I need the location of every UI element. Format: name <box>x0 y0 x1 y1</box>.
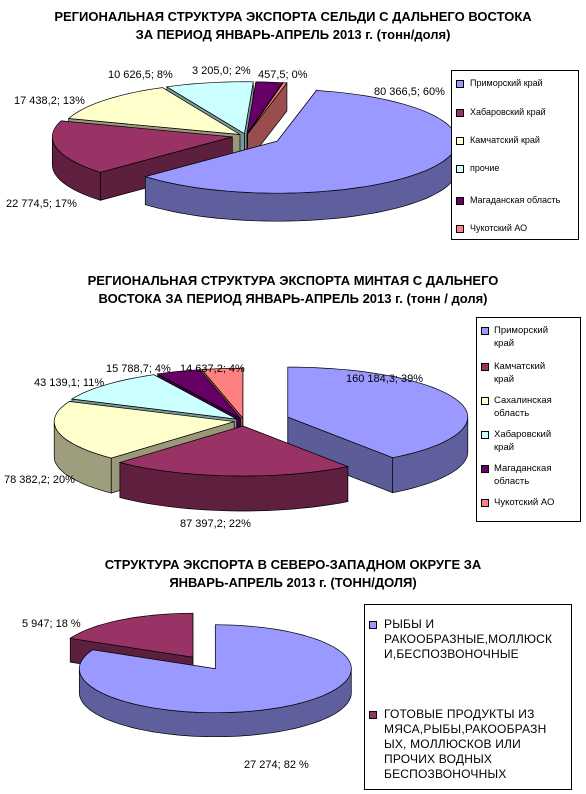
data-label: 80 366,5; 60% <box>374 86 445 98</box>
legend-label-line: область <box>494 408 530 419</box>
legend-label-line: край <box>494 374 515 385</box>
legend-label-line: Сахалинская <box>494 395 552 406</box>
legend-label-line: Магаданская <box>494 463 552 474</box>
data-label: 15 788,7; 4% <box>106 363 171 375</box>
legend-label-line: ГОТОВЫЕ ПРОДУКТЫ ИЗ <box>384 707 535 721</box>
data-label: 78 382,2; 20% <box>4 474 75 486</box>
legend-label-line: край <box>494 442 515 453</box>
data-label: 5 947; 18 % <box>22 618 81 630</box>
chart3-legend-item <box>369 617 565 662</box>
data-label: 160 184,3; 39% <box>346 373 424 385</box>
data-label: 14 637,2; 4% <box>180 363 245 375</box>
chart3-title-line2: ЯНВАРЬ-АПРЕЛЬ 2013 г. (ТОНН/ДОЛЯ) <box>169 575 417 590</box>
legend-label: Магаданская область <box>470 195 561 205</box>
chart3-title-line1: СТРУКТУРА ЭКСПОРТА В СЕВЕРО-ЗАПАДНОМ ОКРУГЕ ЗА <box>104 557 482 572</box>
legend-label <box>384 707 546 782</box>
legend-label-line: Хабаровский <box>494 429 552 440</box>
data-label: 17 438,2; 13% <box>14 95 85 107</box>
legend-label-line: ЫХ, МОЛЛЮСКОВ ИЛИ <box>384 737 521 751</box>
legend-label: Камчатский край <box>470 135 540 145</box>
data-label: 10 626,5; 8% <box>108 69 173 81</box>
chart1-title-line2: ЗА ПЕРИОД ЯНВАРЬ-АПРЕЛЬ 2013 г. (тонн/доля) <box>135 27 451 42</box>
chart3-legend <box>364 604 572 790</box>
data-label: 457,5; 0% <box>258 69 308 81</box>
legend-label-line: ПРОЧИХ ВОДНЫХ <box>384 752 493 766</box>
legend-label-line: РЫБЫ И <box>384 617 435 631</box>
legend-label-line: МЯСА,РЫБЫ,РАКООБРАЗН <box>384 722 547 736</box>
chart1-title-line1: РЕГИОНАЛЬНАЯ СТРУКТУРА ЭКСПОРТА СЕЛЬДИ С ДАЛЬНЕГО ВОСТОКА <box>54 9 532 24</box>
legend-swatch <box>369 621 377 629</box>
chart3-legend-item <box>369 707 565 782</box>
legend-label-line: Приморский <box>494 325 549 336</box>
legend-label-line: И,БЕСПОЗВОНОЧНЫЕ <box>384 647 519 661</box>
data-label: 22 774,5; 17% <box>6 198 77 210</box>
legend-label-line: РАКООБРАЗНЫЕ,МОЛЛЮСК <box>384 632 553 646</box>
legend-label: Приморский край <box>470 78 543 88</box>
data-label: 27 274; 82 % <box>244 759 309 771</box>
chart2-title-line1: РЕГИОНАЛЬНАЯ СТРУКТУРА ЭКСПОРТА МИНТАЯ С ДАЛЬНЕГО <box>87 273 499 288</box>
data-label: 3 205,0; 2% <box>192 65 251 77</box>
chart2-title-line2: ВОСТОКА ЗА ПЕРИОД ЯНВАРЬ-АПРЕЛЬ 2013 г. (тонн / доля) <box>98 291 488 306</box>
legend-label: Чукотский АО <box>470 223 528 233</box>
legend-label <box>384 617 552 662</box>
legend-label-line: область <box>494 476 530 487</box>
legend-label-line: край <box>494 338 515 349</box>
legend-swatch <box>369 711 377 719</box>
legend-label: прочие <box>470 163 500 173</box>
legend-label-line: Чукотский АО <box>494 497 555 508</box>
data-label: 43 139,1; 11% <box>34 377 105 389</box>
legend-label-line: БЕСПОЗВОНОЧНЫХ <box>384 767 507 781</box>
data-label: 87 397,2; 22% <box>180 518 251 530</box>
legend-label-line: Камчатский <box>494 361 546 372</box>
legend-label: Хабаровский край <box>470 107 546 117</box>
